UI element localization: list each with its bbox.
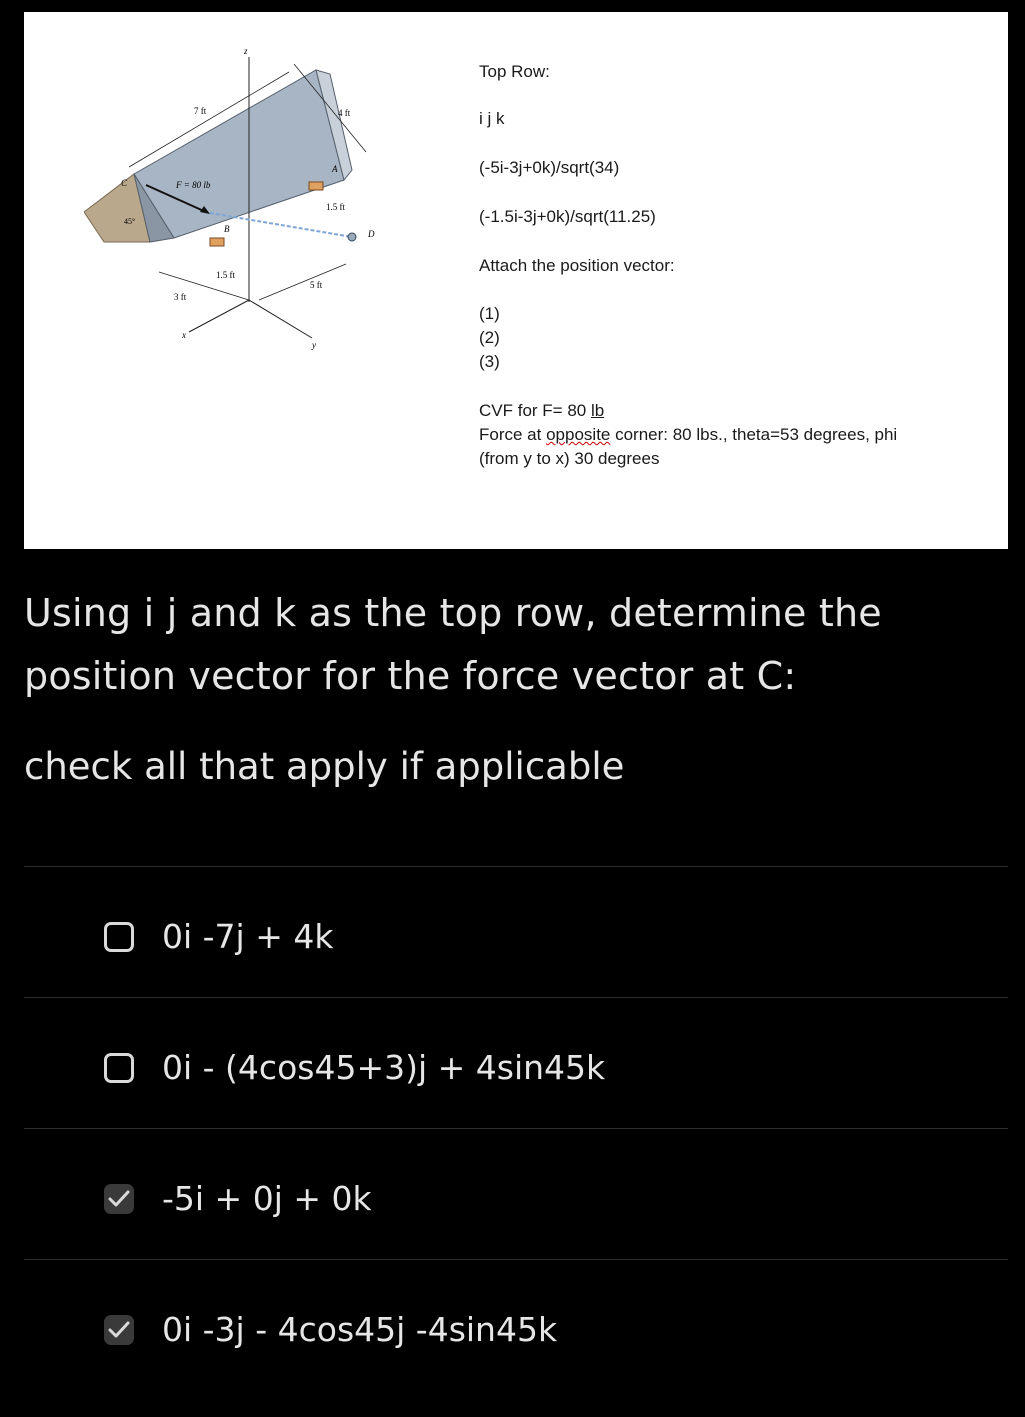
notes-force-prefix: Force at [479, 425, 547, 444]
point-a-label: A [332, 164, 338, 174]
dim-4ft-label: 4 ft [338, 108, 351, 118]
notes-item-1: (1) [479, 304, 500, 323]
notes-force-line-2: (from y to x) 30 degrees [479, 449, 660, 468]
force-label: F = 80 lb [176, 180, 211, 190]
angle-label: 45° [124, 217, 136, 226]
notes-unit-vector-1: (-5i-3j+0k)/sqrt(34) [479, 158, 620, 177]
notes-cvf-prefix: CVF for F= 80 [479, 401, 591, 420]
dim-3ft-label: 3 ft [174, 292, 187, 302]
hinge-a [309, 182, 323, 190]
checkbox-unchecked-icon[interactable] [104, 922, 134, 952]
option-4-label: 0i -3j - 4cos45j -4sin45k [162, 1310, 558, 1349]
notes-force-line-1 [479, 423, 897, 447]
question-text: Using i j and k as the top row, determine the position vector for the force vector at C: [24, 591, 882, 698]
divider [24, 866, 1008, 867]
point-c-label: C [121, 178, 128, 188]
divider [24, 997, 1008, 998]
checkbox-checked-icon[interactable] [104, 1315, 134, 1345]
dim-line-3ft [159, 272, 249, 300]
option-1-label: 0i -7j + 4k [162, 917, 334, 956]
instruction-text: check all that apply if applicable [24, 745, 625, 788]
notes-item-3: (3) [479, 352, 500, 371]
notes-attach: Attach the position vector: [479, 256, 675, 275]
notes-force-rest: corner: 80 lbs., theta=53 degrees, phi [610, 425, 898, 444]
point-b-label: B [224, 224, 230, 234]
notes-item-2: (2) [479, 328, 500, 347]
checkmark-icon [108, 1321, 130, 1339]
notes-force-word: opposite [546, 425, 611, 444]
option-4[interactable] [104, 1310, 557, 1349]
divider [24, 1128, 1008, 1129]
x-label: x [182, 330, 186, 340]
notes-top-row: Top Row: [479, 62, 550, 81]
option-3-label: -5i + 0j + 0k [162, 1179, 372, 1218]
dim-line-5ft [259, 264, 346, 300]
notes-cvf [479, 399, 604, 423]
z-label: z [244, 46, 248, 56]
dim-7ft-label: 7 ft [194, 106, 207, 116]
checkbox-unchecked-icon[interactable] [104, 1053, 134, 1083]
checkbox-checked-icon[interactable] [104, 1184, 134, 1214]
figure-panel [24, 12, 1008, 549]
option-1[interactable] [104, 917, 333, 956]
y-label: y [312, 340, 316, 350]
dim-15ft-b-label: 1.5 ft [216, 270, 235, 280]
plate-surface [134, 70, 344, 238]
option-2[interactable] [104, 1048, 605, 1087]
x-axis [189, 300, 249, 332]
dim-15ft-a-label: 1.5 ft [326, 202, 345, 212]
structure-diagram [84, 42, 414, 362]
notes-unit-vector-2: (-1.5i-3j+0k)/sqrt(11.25) [479, 207, 656, 226]
point-d-marker [348, 233, 356, 241]
y-axis [249, 300, 312, 338]
dim-5ft-label: 5 ft [310, 280, 323, 290]
checkmark-icon [108, 1190, 130, 1208]
hinge-b [210, 238, 224, 246]
divider [24, 1259, 1008, 1260]
notes-cvf-unit: lb [590, 401, 605, 420]
point-d-label: D [368, 229, 375, 239]
option-3[interactable] [104, 1179, 372, 1218]
option-2-label: 0i - (4cos45+3)j + 4sin45k [162, 1048, 606, 1087]
notes-ijk: i j k [479, 109, 505, 128]
